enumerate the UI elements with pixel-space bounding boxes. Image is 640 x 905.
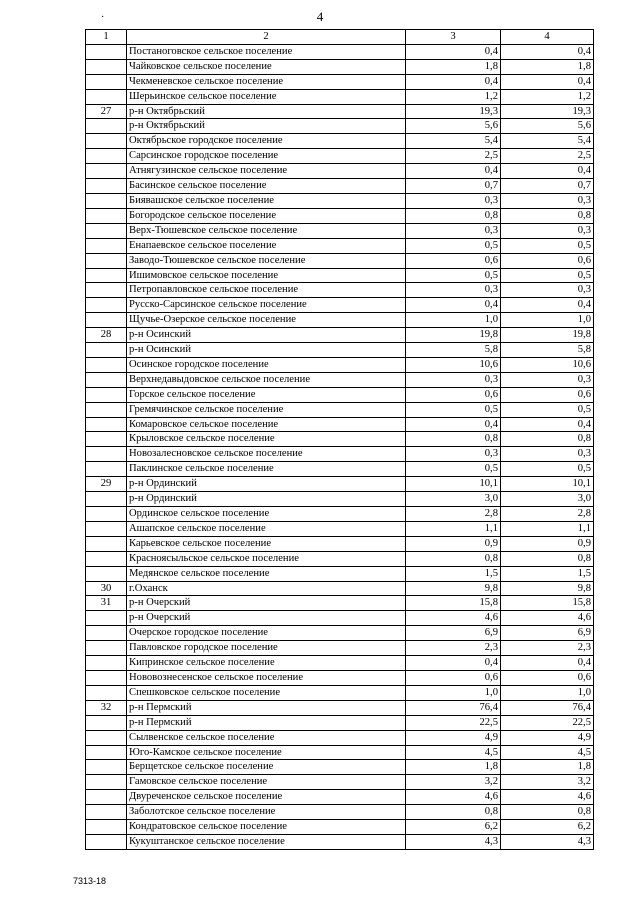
table-row xyxy=(86,611,594,626)
value-col4-cell: 19,3 xyxy=(501,104,594,119)
table-row xyxy=(86,745,594,760)
value-col4-cell: 6,9 xyxy=(501,626,594,641)
value-col3-cell: 1,5 xyxy=(406,566,501,581)
table-row xyxy=(86,596,594,611)
value-col3-cell: 0,3 xyxy=(406,447,501,462)
municipality-name-cell: Юго-Камское сельское поселение xyxy=(127,745,406,760)
row-number-cell xyxy=(86,551,127,566)
municipality-name-cell: Спешковское сельское поселение xyxy=(127,685,406,700)
value-col3-cell: 4,9 xyxy=(406,730,501,745)
value-col4-cell: 0,6 xyxy=(501,670,594,685)
row-number-cell xyxy=(86,179,127,194)
municipality-name-cell: Ашапское сельское поселение xyxy=(127,521,406,536)
table-row xyxy=(86,551,594,566)
municipality-name-cell: р-н Осинский xyxy=(127,328,406,343)
table-row xyxy=(86,432,594,447)
row-number-cell xyxy=(86,521,127,536)
municipality-name-cell: Комаровское сельское поселение xyxy=(127,417,406,432)
table-row xyxy=(86,59,594,74)
municipality-name-cell: Кипринское сельское поселение xyxy=(127,656,406,671)
value-col4-cell: 0,8 xyxy=(501,208,594,223)
municipality-name-cell: Верхнедавыдовское сельское поселение xyxy=(127,372,406,387)
value-col4-cell: 76,4 xyxy=(501,700,594,715)
municipality-name-cell: Горское сельское поселение xyxy=(127,387,406,402)
value-col3-cell: 0,8 xyxy=(406,432,501,447)
value-col3-cell: 3,0 xyxy=(406,492,501,507)
municipality-name-cell: Верх-Тюшевское сельское поселение xyxy=(127,223,406,238)
value-col4-cell: 0,6 xyxy=(501,253,594,268)
column-header-1: 1 xyxy=(86,30,127,45)
row-number-cell xyxy=(86,238,127,253)
municipality-name-cell: р-н Октябрьский xyxy=(127,119,406,134)
table-row xyxy=(86,417,594,432)
municipality-name-cell: р-н Ординский xyxy=(127,477,406,492)
table-row xyxy=(86,89,594,104)
value-col3-cell: 5,8 xyxy=(406,343,501,358)
value-col3-cell: 0,3 xyxy=(406,223,501,238)
value-col3-cell: 0,3 xyxy=(406,193,501,208)
table-row xyxy=(86,641,594,656)
row-number-cell xyxy=(86,357,127,372)
row-number-cell xyxy=(86,119,127,134)
value-col3-cell: 19,3 xyxy=(406,104,501,119)
table-row xyxy=(86,164,594,179)
value-col4-cell: 0,8 xyxy=(501,432,594,447)
value-col4-cell: 2,3 xyxy=(501,641,594,656)
row-number-cell: 32 xyxy=(86,700,127,715)
municipality-name-cell: Гамовское сельское поселение xyxy=(127,775,406,790)
value-col3-cell: 0,4 xyxy=(406,298,501,313)
table-row xyxy=(86,685,594,700)
table-row xyxy=(86,149,594,164)
row-number-cell xyxy=(86,820,127,835)
row-number-cell xyxy=(86,343,127,358)
row-number-cell xyxy=(86,417,127,432)
table-row xyxy=(86,775,594,790)
table-row xyxy=(86,566,594,581)
municipality-name-cell: Крыловское сельское поселение xyxy=(127,432,406,447)
row-number-cell xyxy=(86,834,127,849)
table-row xyxy=(86,730,594,745)
table-row xyxy=(86,74,594,89)
municipality-name-cell: Шерьинское сельское поселение xyxy=(127,89,406,104)
value-col4-cell: 4,6 xyxy=(501,790,594,805)
municipality-name-cell: Заболотское сельское поселение xyxy=(127,805,406,820)
value-col3-cell: 1,0 xyxy=(406,685,501,700)
value-col3-cell: 2,5 xyxy=(406,149,501,164)
value-col3-cell: 0,8 xyxy=(406,208,501,223)
table-row xyxy=(86,581,594,596)
value-col3-cell: 6,2 xyxy=(406,820,501,835)
value-col4-cell: 0,8 xyxy=(501,551,594,566)
municipality-name-cell: Кукуштанское сельское поселение xyxy=(127,834,406,849)
value-col3-cell: 0,6 xyxy=(406,387,501,402)
value-col3-cell: 1,2 xyxy=(406,89,501,104)
value-col4-cell: 5,6 xyxy=(501,119,594,134)
row-number-cell xyxy=(86,223,127,238)
value-col3-cell: 5,4 xyxy=(406,134,501,149)
value-col3-cell: 1,1 xyxy=(406,521,501,536)
table-header-row xyxy=(86,30,594,45)
row-number-cell xyxy=(86,44,127,59)
row-number-cell xyxy=(86,507,127,522)
municipality-name-cell: Русско-Сарсинское сельское поселение xyxy=(127,298,406,313)
row-number-cell xyxy=(86,685,127,700)
row-number-cell xyxy=(86,134,127,149)
municipality-name-cell: Новозалесновское сельское поселение xyxy=(127,447,406,462)
table-row xyxy=(86,477,594,492)
municipality-name-cell: Енапаевское сельское поселение xyxy=(127,238,406,253)
row-number-cell xyxy=(86,670,127,685)
municipality-name-cell: Кондратовское сельское поселение xyxy=(127,820,406,835)
row-number-cell: 27 xyxy=(86,104,127,119)
value-col4-cell: 4,3 xyxy=(501,834,594,849)
allocation-table xyxy=(85,29,594,850)
municipality-name-cell: Гремячинское сельское поселение xyxy=(127,402,406,417)
municipality-name-cell: Карьевское сельское поселение xyxy=(127,536,406,551)
table-row xyxy=(86,343,594,358)
value-col4-cell: 1,8 xyxy=(501,760,594,775)
row-number-cell xyxy=(86,730,127,745)
row-number-cell xyxy=(86,790,127,805)
row-number-cell xyxy=(86,164,127,179)
table-row xyxy=(86,700,594,715)
municipality-name-cell: р-н Октябрьский xyxy=(127,104,406,119)
page-number: 4 xyxy=(316,9,324,24)
value-col3-cell: 22,5 xyxy=(406,715,501,730)
table-row xyxy=(86,104,594,119)
table-row xyxy=(86,268,594,283)
table-row xyxy=(86,626,594,641)
row-number-cell xyxy=(86,59,127,74)
table-row xyxy=(86,834,594,849)
value-col3-cell: 0,6 xyxy=(406,253,501,268)
table-row xyxy=(86,462,594,477)
row-number-cell xyxy=(86,775,127,790)
value-col4-cell: 0,8 xyxy=(501,805,594,820)
value-col3-cell: 15,8 xyxy=(406,596,501,611)
value-col4-cell: 6,2 xyxy=(501,820,594,835)
row-number-cell xyxy=(86,208,127,223)
value-col3-cell: 0,4 xyxy=(406,164,501,179)
municipality-name-cell: Сылвенское сельское поселение xyxy=(127,730,406,745)
table-row xyxy=(86,193,594,208)
value-col3-cell: 4,6 xyxy=(406,790,501,805)
column-header-4: 4 xyxy=(501,30,594,45)
table-row xyxy=(86,328,594,343)
row-number-cell xyxy=(86,492,127,507)
municipality-name-cell: Чайковское сельское поселение xyxy=(127,59,406,74)
row-number-cell xyxy=(86,715,127,730)
row-number-cell xyxy=(86,283,127,298)
value-col3-cell: 10,1 xyxy=(406,477,501,492)
municipality-name-cell: р-н Очерский xyxy=(127,611,406,626)
table-row xyxy=(86,238,594,253)
table-row xyxy=(86,402,594,417)
municipality-name-cell: Осинское городское поселение xyxy=(127,357,406,372)
table-row xyxy=(86,208,594,223)
value-col4-cell: 1,0 xyxy=(501,313,594,328)
table-row xyxy=(86,447,594,462)
table-row xyxy=(86,313,594,328)
row-number-cell xyxy=(86,656,127,671)
table-row xyxy=(86,44,594,59)
value-col3-cell: 4,6 xyxy=(406,611,501,626)
value-col3-cell: 0,8 xyxy=(406,805,501,820)
value-col4-cell: 0,7 xyxy=(501,179,594,194)
table-row xyxy=(86,507,594,522)
table-row xyxy=(86,372,594,387)
value-col4-cell: 0,4 xyxy=(501,44,594,59)
table-row xyxy=(86,223,594,238)
row-number-cell xyxy=(86,641,127,656)
municipality-name-cell: Октябрьское городское поселение xyxy=(127,134,406,149)
municipality-name-cell: Биявашское сельское поселение xyxy=(127,193,406,208)
table-row xyxy=(86,521,594,536)
value-col4-cell: 3,0 xyxy=(501,492,594,507)
municipality-name-cell: р-н Пермский xyxy=(127,715,406,730)
row-number-cell xyxy=(86,566,127,581)
row-number-cell xyxy=(86,89,127,104)
table-row xyxy=(86,805,594,820)
municipality-name-cell: Петропавловское сельское поселение xyxy=(127,283,406,298)
table-row xyxy=(86,536,594,551)
value-col3-cell: 0,5 xyxy=(406,462,501,477)
value-col3-cell: 0,9 xyxy=(406,536,501,551)
table-row xyxy=(86,656,594,671)
table-row xyxy=(86,820,594,835)
row-number-cell xyxy=(86,193,127,208)
value-col3-cell: 6,9 xyxy=(406,626,501,641)
value-col3-cell: 1,0 xyxy=(406,313,501,328)
municipality-name-cell: Богородское сельское поселение xyxy=(127,208,406,223)
municipality-name-cell: Медянское сельское поселение xyxy=(127,566,406,581)
table-row xyxy=(86,134,594,149)
value-col3-cell: 0,4 xyxy=(406,417,501,432)
row-number-cell xyxy=(86,402,127,417)
value-col4-cell: 0,3 xyxy=(501,283,594,298)
municipality-name-cell: г.Оханск xyxy=(127,581,406,596)
row-number-cell: 29 xyxy=(86,477,127,492)
value-col3-cell: 2,8 xyxy=(406,507,501,522)
header-mark: · xyxy=(101,12,105,23)
document-code: 7313-18 xyxy=(73,876,107,886)
value-col4-cell: 4,5 xyxy=(501,745,594,760)
value-col4-cell: 0,4 xyxy=(501,74,594,89)
value-col3-cell: 0,5 xyxy=(406,268,501,283)
value-col4-cell: 4,6 xyxy=(501,611,594,626)
value-col3-cell: 4,3 xyxy=(406,834,501,849)
value-col3-cell: 4,5 xyxy=(406,745,501,760)
table-row xyxy=(86,670,594,685)
value-col4-cell: 2,5 xyxy=(501,149,594,164)
value-col4-cell: 0,3 xyxy=(501,372,594,387)
table-row xyxy=(86,283,594,298)
row-number-cell xyxy=(86,760,127,775)
municipality-name-cell: Щучье-Озерское сельское поселение xyxy=(127,313,406,328)
value-col3-cell: 5,6 xyxy=(406,119,501,134)
value-col4-cell: 0,5 xyxy=(501,238,594,253)
table-row xyxy=(86,492,594,507)
value-col3-cell: 3,2 xyxy=(406,775,501,790)
municipality-name-cell: Нововознесенское сельское поселение xyxy=(127,670,406,685)
table-row xyxy=(86,119,594,134)
value-col3-cell: 0,4 xyxy=(406,44,501,59)
row-number-cell xyxy=(86,805,127,820)
municipality-name-cell: р-н Ординский xyxy=(127,492,406,507)
value-col3-cell: 10,6 xyxy=(406,357,501,372)
value-col4-cell: 9,8 xyxy=(501,581,594,596)
municipality-name-cell: Постаноговское сельское поселение xyxy=(127,44,406,59)
value-col4-cell: 3,2 xyxy=(501,775,594,790)
row-number-cell xyxy=(86,536,127,551)
column-header-3: 3 xyxy=(406,30,501,45)
value-col3-cell: 0,3 xyxy=(406,283,501,298)
row-number-cell xyxy=(86,387,127,402)
municipality-name-cell: Заводо-Тюшевское сельское поселение xyxy=(127,253,406,268)
value-col3-cell: 1,8 xyxy=(406,760,501,775)
table-row xyxy=(86,715,594,730)
municipality-name-cell: Чекменевское сельское поселение xyxy=(127,74,406,89)
value-col4-cell: 5,8 xyxy=(501,343,594,358)
municipality-name-cell: р-н Пермский xyxy=(127,700,406,715)
row-number-cell xyxy=(86,253,127,268)
value-col4-cell: 1,0 xyxy=(501,685,594,700)
value-col3-cell: 76,4 xyxy=(406,700,501,715)
value-col4-cell: 1,5 xyxy=(501,566,594,581)
table-row xyxy=(86,357,594,372)
value-col4-cell: 1,8 xyxy=(501,59,594,74)
value-col4-cell: 10,6 xyxy=(501,357,594,372)
municipality-name-cell: Двуреченское сельское поселение xyxy=(127,790,406,805)
table-row xyxy=(86,387,594,402)
row-number-cell xyxy=(86,626,127,641)
value-col3-cell: 0,7 xyxy=(406,179,501,194)
value-col3-cell: 0,3 xyxy=(406,372,501,387)
value-col3-cell: 9,8 xyxy=(406,581,501,596)
value-col4-cell: 0,6 xyxy=(501,387,594,402)
row-number-cell xyxy=(86,74,127,89)
table-body xyxy=(86,44,594,849)
municipality-name-cell: р-н Осинский xyxy=(127,343,406,358)
municipality-name-cell: Павловское городское поселение xyxy=(127,641,406,656)
value-col4-cell: 0,4 xyxy=(501,417,594,432)
value-col4-cell: 0,5 xyxy=(501,462,594,477)
row-number-cell xyxy=(86,268,127,283)
value-col4-cell: 0,3 xyxy=(501,223,594,238)
row-number-cell xyxy=(86,372,127,387)
value-col4-cell: 2,8 xyxy=(501,507,594,522)
row-number-cell: 31 xyxy=(86,596,127,611)
value-col4-cell: 1,1 xyxy=(501,521,594,536)
value-col4-cell: 0,4 xyxy=(501,164,594,179)
column-header-2: 2 xyxy=(127,30,406,45)
row-number-cell xyxy=(86,611,127,626)
value-col4-cell: 0,5 xyxy=(501,268,594,283)
municipality-name-cell: Ординское сельское поселение xyxy=(127,507,406,522)
table-row xyxy=(86,760,594,775)
row-number-cell xyxy=(86,447,127,462)
municipality-name-cell: Сарсинское городское поселение xyxy=(127,149,406,164)
value-col3-cell: 0,4 xyxy=(406,74,501,89)
table-row xyxy=(86,179,594,194)
municipality-name-cell: Паклинское сельское поселение xyxy=(127,462,406,477)
row-number-cell: 30 xyxy=(86,581,127,596)
value-col3-cell: 0,5 xyxy=(406,402,501,417)
row-number-cell xyxy=(86,298,127,313)
value-col4-cell: 1,2 xyxy=(501,89,594,104)
row-number-cell xyxy=(86,462,127,477)
municipality-name-cell: Очерское городское поселение xyxy=(127,626,406,641)
row-number-cell xyxy=(86,432,127,447)
municipality-name-cell: Басинское сельское поселение xyxy=(127,179,406,194)
value-col4-cell: 0,3 xyxy=(501,447,594,462)
value-col3-cell: 2,3 xyxy=(406,641,501,656)
value-col4-cell: 4,9 xyxy=(501,730,594,745)
value-col4-cell: 19,8 xyxy=(501,328,594,343)
municipality-name-cell: Красноясыльское сельское поселение xyxy=(127,551,406,566)
value-col3-cell: 0,4 xyxy=(406,656,501,671)
value-col4-cell: 0,4 xyxy=(501,656,594,671)
municipality-name-cell: Берщетское сельское поселение xyxy=(127,760,406,775)
table-row xyxy=(86,298,594,313)
row-number-cell: 28 xyxy=(86,328,127,343)
value-col3-cell: 1,8 xyxy=(406,59,501,74)
value-col4-cell: 0,9 xyxy=(501,536,594,551)
value-col4-cell: 0,4 xyxy=(501,298,594,313)
value-col4-cell: 15,8 xyxy=(501,596,594,611)
value-col3-cell: 0,6 xyxy=(406,670,501,685)
table-row xyxy=(86,253,594,268)
value-col3-cell: 0,5 xyxy=(406,238,501,253)
row-number-cell xyxy=(86,745,127,760)
value-col3-cell: 0,8 xyxy=(406,551,501,566)
row-number-cell xyxy=(86,149,127,164)
municipality-name-cell: Атнягузинское сельское поселение xyxy=(127,164,406,179)
municipality-name-cell: р-н Очерский xyxy=(127,596,406,611)
value-col4-cell: 0,3 xyxy=(501,193,594,208)
value-col3-cell: 19,8 xyxy=(406,328,501,343)
value-col4-cell: 0,5 xyxy=(501,402,594,417)
table-row xyxy=(86,790,594,805)
municipality-name-cell: Ишимовское сельское поселение xyxy=(127,268,406,283)
value-col4-cell: 22,5 xyxy=(501,715,594,730)
value-col4-cell: 10,1 xyxy=(501,477,594,492)
value-col4-cell: 5,4 xyxy=(501,134,594,149)
row-number-cell xyxy=(86,313,127,328)
